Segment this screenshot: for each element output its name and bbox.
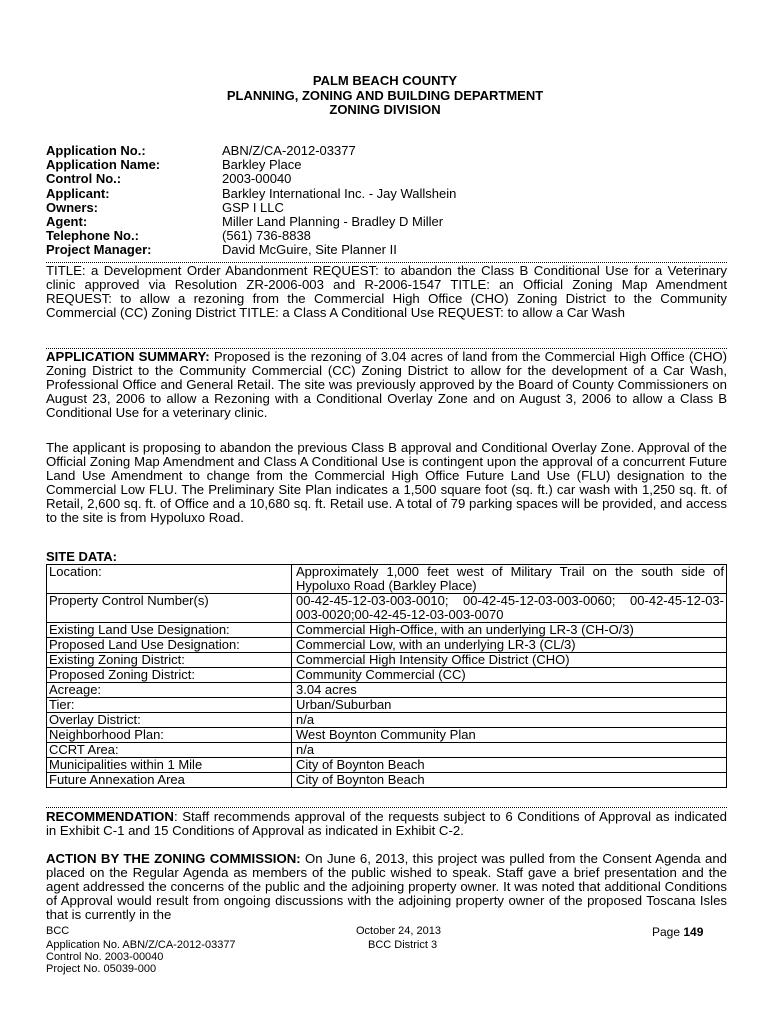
application-field-label: Applicant:	[46, 185, 110, 201]
site-data-row	[47, 594, 727, 623]
application-field-label: Application Name:	[46, 157, 161, 173]
application-row	[46, 201, 726, 215]
site-data-value: 00-42-45-12-03-003-0010; 00-42-45-12-03-003-0060; 00-42-45-12-03-003-0020;00-42-45-12-03-003-0070	[292, 594, 727, 623]
site-data-label: Existing Zoning District:	[47, 653, 292, 668]
application-field-label: Project Manager:	[46, 242, 152, 258]
site-data-label: Future Annexation Area	[47, 773, 292, 788]
application-field-label: Control No.:	[46, 171, 122, 187]
page-label: Page	[652, 925, 681, 939]
site-data-value: Community Commercial (CC)	[292, 668, 727, 683]
footer-page	[652, 926, 703, 938]
site-data-label: Municipalities within 1 Mile	[47, 758, 292, 773]
application-field-value: 2003-00040	[222, 171, 292, 187]
site-data-row	[47, 743, 727, 758]
title-text: TITLE: a Development Order Abandonment REQUEST: to abandon the Class B Conditional Use for a Veterinary clinic approved via Resolution ZR-2006-003 and R-2006-1547 TITLE: an Official Zoning Map Amendment REQUEST: to allow a rezoning from the Commercial High Office (CHO) Zoning District to the Community Commercial (CC) Zoning District TITLE: a Class A Conditional Use REQUEST: to allow a Car Wash	[46, 263, 727, 320]
site-data-label: CCRT Area:	[47, 743, 292, 758]
site-data-row	[47, 565, 727, 594]
summary-paragraph-2: The applicant is proposing to abandon the previous Class B approval and Conditional Overlay Zone. Approval of the Official Zoning Map Amendment and Class A Conditional Use is contingent upon the approval of a concurrent Future Land Use Amendment to change from the Commercial High Office Future Land Use (FLU) designation to the Commercial Low FLU. The Preliminary Site Plan indicates a 1,500 square foot (sq. ft.) car wash with 1,250 sq. ft. of Retail, 2,600 sq. ft. of Office and a 10,680 sq. ft. Retail use. A total of 79 parking spaces will be provided, and access to the site is from Hypoluxo Road.	[46, 440, 727, 525]
site-data-label: Neighborhood Plan:	[47, 728, 292, 743]
site-data-label: Property Control Number(s)	[47, 594, 292, 623]
recommendation	[46, 810, 727, 838]
application-field-value: Barkley International Inc. - Jay Wallshein	[222, 185, 457, 201]
summary-label: APPLICATION SUMMARY:	[46, 349, 210, 364]
site-data-row	[47, 713, 727, 728]
site-data-value: Urban/Suburban	[292, 698, 727, 713]
page-number: 149	[683, 925, 704, 939]
divider	[46, 807, 727, 808]
site-data-label: Overlay District:	[47, 713, 292, 728]
site-data-value: n/a	[292, 713, 727, 728]
footer-project-no: Project No. 05039-000	[46, 963, 157, 975]
summary-text: Proposed is the rezoning of 3.04 acres of land from the Commercial High Office (CHO) Zoning District to the Community Commercial (CC) Zoning District to allow for the development of a Car Wash, Professional Office and General Retail. The site was previously approved by the Board of County Commissioners on August 23, 2006 to allow a Rezoning with a Conditional Overlay Zone and on August 3, 2006 to allow a Class B Conditional Use for a veterinary clinic.	[46, 349, 727, 420]
recommendation-text: : Staff recommends approval of the requests subject to 6 Conditions of Approval as indicated in Exhibit C-1 and 15 Conditions of Approval as indicated in Exhibit C-2.	[46, 809, 727, 838]
site-data-label: Location:	[47, 565, 292, 594]
application-summary	[46, 350, 727, 420]
footer-application-no: Application No. ABN/Z/CA-2012-03377	[46, 939, 236, 951]
action-by-zoning-commission	[46, 852, 727, 922]
site-data-table	[46, 564, 727, 788]
site-data-value: West Boynton Community Plan	[292, 728, 727, 743]
application-field-value: GSP I LLC	[222, 199, 284, 215]
application-field-value: David McGuire, Site Planner II	[222, 242, 397, 258]
application-row	[46, 215, 726, 229]
site-data-row	[47, 653, 727, 668]
site-data-row	[47, 773, 727, 788]
application-row	[46, 243, 726, 257]
site-data-value: Commercial High-Office, with an underlying LR-3 (CH-O/3)	[292, 623, 727, 638]
application-field-value: Barkley Place	[222, 157, 302, 173]
application-field-value: Miller Land Planning - Bradley D Miller	[222, 214, 444, 229]
site-data-value: City of Boynton Beach	[292, 773, 727, 788]
site-data-value: Commercial Low, with an underlying LR-3 (CL/3)	[292, 638, 727, 653]
site-data-value: 3.04 acres	[292, 683, 727, 698]
site-data-row	[47, 728, 727, 743]
application-field-label: Application No.:	[46, 143, 146, 158]
site-data-row	[47, 623, 727, 638]
application-row	[46, 144, 726, 158]
application-row	[46, 229, 726, 243]
application-field-label: Telephone No.:	[46, 228, 139, 244]
header-county: PALM BEACH COUNTY	[312, 73, 458, 88]
recommendation-label: RECOMMENDATION	[46, 809, 174, 824]
site-data-label: Tier:	[47, 698, 292, 713]
application-row	[46, 172, 726, 186]
site-data-title: SITE DATA:	[46, 549, 118, 564]
application-row	[46, 158, 726, 172]
application-field-value: ABN/Z/CA-2012-03377	[222, 143, 356, 158]
action-label: ACTION BY THE ZONING COMMISSION:	[46, 851, 301, 866]
site-data-value: n/a	[292, 743, 727, 758]
footer-district: BCC District 3	[368, 939, 438, 951]
site-data-row	[47, 758, 727, 773]
site-data-row	[47, 698, 727, 713]
footer-bcc: BCC	[46, 925, 70, 937]
footer-date: October 24, 2013	[356, 925, 442, 937]
site-data-label: Acreage:	[47, 683, 292, 698]
site-data-label: Existing Land Use Designation:	[47, 623, 292, 638]
action-text: On June 6, 2013, this project was pulled from the Consent Agenda and placed on the Regular Agenda as members of the public wished to speak. Staff gave a brief presentation and the agent addressed the concerns of the public and the adjoining property owner. It was noted that additional Conditions of Approval would result from ongoing discussions with the adjoining property owner of the proposed Toscana Isles that is currently in the	[46, 851, 727, 922]
site-data-row	[47, 638, 727, 653]
site-data-value: Approximately 1,000 feet west of Military Trail on the south side of Hypoluxo Road (Barkley Place)	[292, 565, 727, 594]
application-field-label: Owners:	[46, 199, 99, 215]
site-data-label: Proposed Zoning District:	[47, 668, 292, 683]
site-data-value: City of Boynton Beach	[292, 758, 727, 773]
application-field-value: (561) 736-8838	[222, 228, 311, 244]
header-department: PLANNING, ZONING AND BUILDING DEPARTMENT	[226, 88, 544, 103]
header-division: ZONING DIVISION	[329, 102, 441, 117]
footer-control-no: Control No. 2003-00040	[46, 951, 164, 963]
application-field-label: Agent:	[46, 214, 88, 229]
application-row	[46, 187, 726, 201]
site-data-row	[47, 683, 727, 698]
site-data-value: Commercial High Intensity Office District (CHO)	[292, 653, 727, 668]
site-data-row	[47, 668, 727, 683]
site-data-label: Proposed Land Use Designation:	[47, 638, 292, 653]
